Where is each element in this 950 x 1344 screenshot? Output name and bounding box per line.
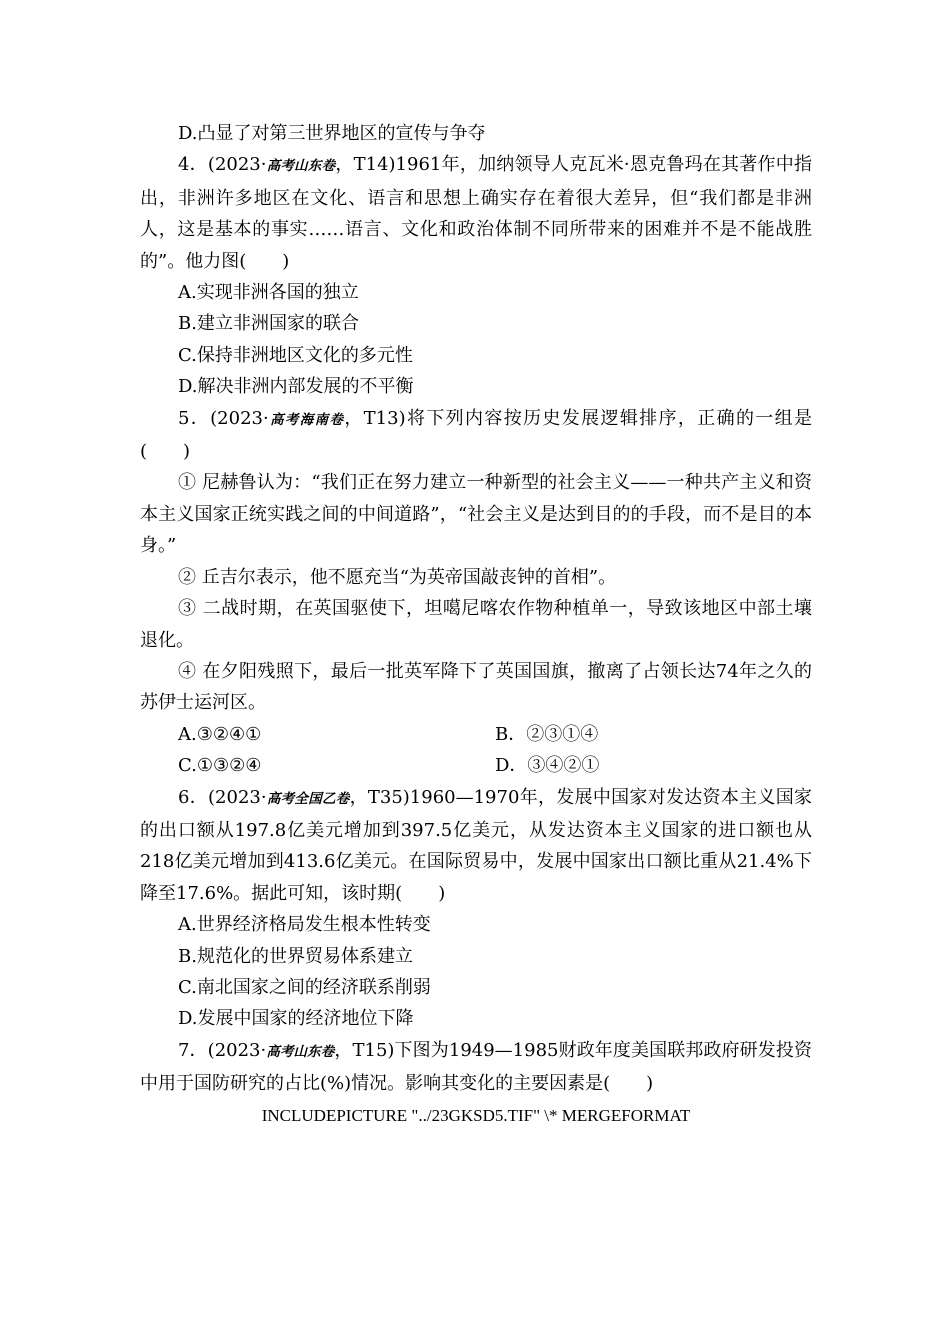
- q5-item-2: ② 丘吉尔表示，他不愿充当“为英帝国敲丧钟的首相”。: [178, 566, 617, 588]
- q5-item-3: ③ 二战时期，在英国驱使下，坦噶尼喀农作物种植单一，导致该地区中部土壤退化。: [140, 598, 812, 651]
- q5-item-4: ④ 在夕阳残照下，最后一批英军降下了英国国旗，撤离了占领长达74年之久的苏伊士运河区。: [140, 660, 812, 714]
- q6-text: ，T35)1960—1970年，发展中国家对发达资本主义国家的出口额从197.8亿美元增加到397.5亿美元，从发达资本主义国家的进口额也从218亿美元增加到413.6亿美元。在国际贸易中，发展中国家出口额比重从21.4%下降至17.6%。据此可知，该时期( ): [140, 786, 812, 904]
- q6-stem: [140, 782, 812, 910]
- q6-option-a: A.世界经济格局发生根本性转变: [178, 914, 431, 936]
- q5-item-1: ① 尼赫鲁认为：“我们正在努力建立一种新型的社会主义——一种共产主义和资本主义国家正统实践之间的中间道路”，“社会主义是达到目的的手段，而不是目的本身。”: [140, 472, 812, 557]
- q5-option-a: A.③②④①: [178, 723, 262, 745]
- q5-option-b: B．②③①④: [495, 723, 599, 745]
- q5-option-c: C.①③②④: [178, 755, 262, 777]
- q6-number: 6．(2023·: [178, 786, 267, 808]
- q4-text: ，T14)1961年，加纳领导人克瓦米·恩克鲁玛在其著作中指出，非洲许多地区在文化、语言和思想上确实存在着很大差异，但“我们都是非洲人，这是基本的事实……语言、文化和政治体制不同所带来的困难并不是不能战胜的”。他力图( ): [140, 154, 812, 272]
- q5-number: 5．(2023·: [178, 407, 269, 429]
- q4-source: 高考山东卷: [266, 158, 336, 175]
- q7-text: ，T15)下图为1949—1985财政年度美国联邦政府研发投资中用于国防研究的占比(%)情况。影响其变化的主要因素是( ): [140, 1039, 812, 1095]
- q4-option-c: C.保持非洲地区文化的多元性: [178, 344, 413, 366]
- q5-stem: [140, 403, 812, 468]
- q4-option-a: A.实现非洲各国的独立: [178, 282, 359, 304]
- q7-source: 高考山东卷: [266, 1043, 335, 1060]
- q4-stem: [140, 149, 812, 277]
- q5-options-row-2: [140, 750, 812, 781]
- exam-page: [140, 118, 812, 1131]
- q5-text: ，T13)将下列内容按历史发展逻辑排序，正确的一组是( ): [140, 407, 812, 463]
- include-picture-field: INCLUDEPICTURE "../23GKSD5.TIF" \* MERGEFORMAT: [261, 1105, 691, 1125]
- q4-number: 4．(2023·: [178, 154, 267, 176]
- q7-stem: [140, 1035, 812, 1100]
- q7-number: 7．(2023·: [178, 1039, 267, 1061]
- q4-option-b: B.建立非洲国家的联合: [178, 313, 359, 335]
- q5-options-row-1: [140, 719, 812, 750]
- q5-option-d: D．③④②①: [495, 755, 600, 777]
- q4-option-d: D.解决非洲内部发展的不平衡: [178, 376, 414, 398]
- q6-option-c: C.南北国家之间的经济联系削弱: [178, 976, 431, 998]
- q6-option-d: D.发展中国家的经济地位下降: [178, 1008, 414, 1030]
- q3-option-d: D.凸显了对第三世界地区的宣传与争夺: [178, 123, 486, 144]
- q6-source: 高考全国乙卷: [266, 790, 350, 807]
- q5-source: 高考海南卷: [268, 411, 345, 428]
- q6-option-b: B.规范化的世界贸易体系建立: [178, 945, 413, 967]
